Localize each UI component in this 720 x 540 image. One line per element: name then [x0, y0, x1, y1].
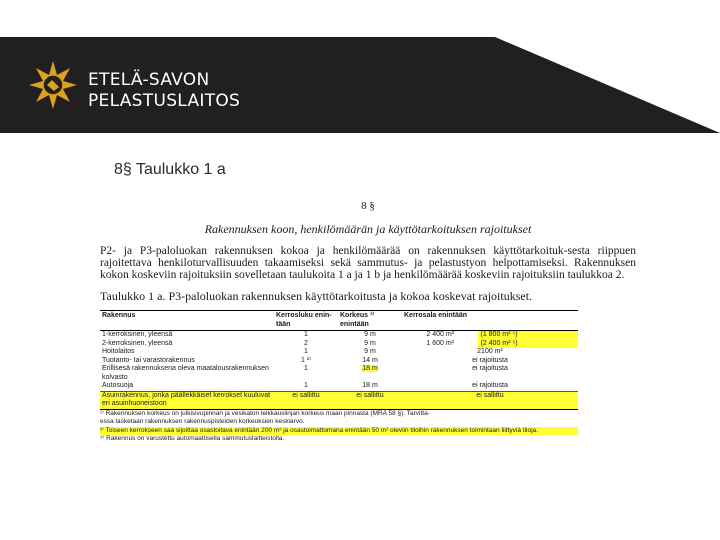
section-number: 8 §	[361, 200, 375, 212]
cell-floor-area: ei rajoitusta	[402, 382, 578, 391]
organization-name	[88, 70, 240, 112]
cell-floors: 1	[304, 348, 308, 355]
cell-building: 1-kerroksinen, yleensä	[102, 331, 173, 338]
cell-building: Asuinrakennus, jonka päällekkäiset kerrokset kuuluvat eri asuinhuoneistoon	[102, 391, 271, 407]
org-name-line2: PELASTUSLAITOS	[88, 91, 241, 111]
col-header-floor-area: Kerrosala enintään	[402, 311, 578, 331]
table-footnotes	[100, 409, 578, 444]
scanned-document	[100, 200, 636, 490]
cell-building: Tuotanto- tai varastorakennus	[102, 356, 195, 364]
col-header-building: Rakennus	[100, 311, 274, 331]
restrictions-table	[100, 310, 578, 409]
cell-floor-area-sprinklered: (1 800 m² ⁵)	[478, 331, 578, 340]
cell-building: Autosuoja	[100, 382, 274, 391]
table-caption: Taulukko 1 a. P3-paloluokan rakennuksen käyttötarkoitusta ja kokoa koskevat rajoitukset.	[100, 289, 533, 303]
footnote: ¹⁾ Rakennuksen korkeus on julkisivupinnan ja vesikaton leikkauslinjan korkeus maan pinnasta (MRA 58 §). Tarvitta-	[100, 409, 430, 417]
cell-floor-area: ei rajoitusta	[472, 356, 508, 364]
footnote-highlighted: ²⁾ Toiseen kerrokseen saa sijoittaa osastoitava enintään 200 m² ja osastoimattomana enintään 50 m² oleviin tiloihin rakennuksen toimintaan liittyviä tiloja.	[100, 427, 578, 436]
table-row	[100, 391, 578, 409]
cell-floors: 1 ²⁾	[301, 356, 311, 364]
cell-height-value: 18 m	[362, 365, 378, 372]
document-paragraph: P2- ja P3-paloluokan rakennuksen kokoa ja henkilömäärää on rakennuksen käyttötarkoituk-sesta riippuen rajoitettava henkiloturvallisuuden takaamiseksi sekä sammutus- ja pelastustyon helpottamiseksi. Rakennuksen kokon koskeviin rajoituksiin sovelletaan taulukoita 1 a ja 1 b ja henkilömäärää koskeviin rajoituksiin taulukkoa 2.	[100, 245, 636, 281]
org-name-line1: ETELÄ-SAVON	[88, 70, 210, 90]
document-heading: Rakennuksen koon, henkilömäärän ja käyttötarkoituksen rajoitukset	[204, 222, 532, 236]
cell-building: Hoitolaitos	[102, 348, 135, 355]
cell-height	[338, 365, 402, 382]
cell-floors: 1	[304, 331, 308, 338]
table-row	[100, 365, 578, 382]
cell-height: 9 m	[364, 348, 376, 355]
table-header-row	[100, 311, 578, 331]
footnote: ⁵⁾ Rakennus on varustettu automaattisella sammutuslaitteistolla.	[100, 435, 285, 442]
cell-floor-area: 2 400 m²	[426, 331, 455, 338]
cell-floors: 1	[274, 382, 338, 391]
col-header-floors: Kerrosluku enin-tään	[274, 311, 338, 331]
cell-height: 9 m	[364, 339, 376, 347]
cell-height: 9 m	[364, 331, 376, 338]
cell-building: Erillisesä rakennuksena oleva maatalousrakennuksen kolvasto	[102, 365, 269, 381]
cell-floors: 2	[304, 339, 308, 347]
cell-floors: ei sallittu	[292, 391, 320, 399]
cell-floors: 1	[304, 365, 308, 372]
table-row	[100, 348, 578, 357]
slide-title: 8§ Taulukko 1 a	[114, 161, 226, 178]
cell-floor-area: 1 600 m²	[426, 339, 455, 347]
cell-height: ei sallittu	[356, 391, 384, 399]
cell-height: 14 m	[362, 356, 378, 364]
cell-height: 18 m	[338, 382, 402, 391]
cell-floor-area: ei rajoitusta	[472, 365, 508, 372]
cell-building: 2-kerroksinen, yleensä	[102, 339, 173, 347]
table-row	[100, 357, 578, 366]
table-row	[100, 331, 578, 340]
banner-diagonal-cut	[495, 37, 720, 133]
table-row	[100, 340, 578, 349]
cell-floor-area: ei sallittu	[476, 391, 504, 399]
table-row	[100, 382, 578, 391]
cell-floor-area: 2100 m²	[477, 348, 503, 355]
rescue-star-emblem-icon	[28, 60, 78, 110]
cell-floor-area-sprinklered: (2 400 m² ⁵)	[478, 340, 578, 349]
footnote: essa lasketaan rakennuksen rakennuspisteiden korkeuksien keskiarvo.	[100, 418, 305, 425]
col-header-height: Korkeus ¹⁾ enintään	[338, 311, 402, 331]
